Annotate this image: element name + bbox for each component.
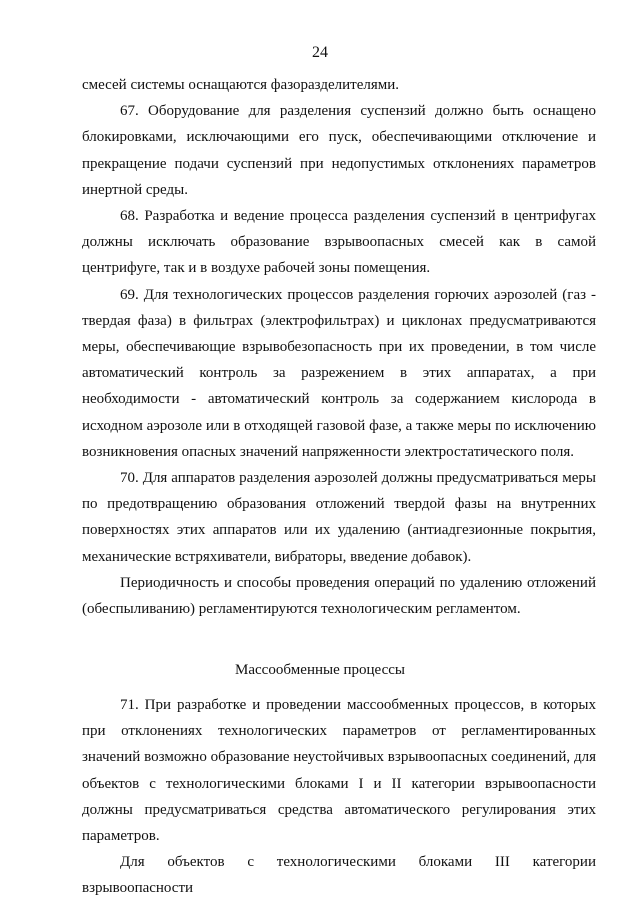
section-heading: Массообменные процессы bbox=[235, 662, 405, 678]
paragraph-69: 69. Для технологических процессов разделения горючих аэрозолей (газ - твердая фаза) в фильтрах (электрофильтрах) и циклонах предусматриваются меры, обеспечивающие взрывобезопасность при их проведении, в том числе автоматический контроль за разрежением в этих аппаратах, а при необходимости - автоматический контроль за содержанием кислорода в исходном аэрозоле или в отходящей газовой фазе, а также меры по исключению возникновения опасных значений напряженности электростатического поля. bbox=[82, 286, 596, 460]
paragraph-71: 71. При разработке и проведении массообменных процессов, в которых при отклонениях технологических параметров от регламентированных значений возможно образование неустойчивых взрывоопасных соединений, для объектов с технологическими блоками I и II категории взрывоопасности должны предусматриваться средства автоматического регулирования этих параметров. bbox=[82, 697, 596, 845]
paragraph-periodicity: Периодичность и способы проведения операций по удалению отложений (обеспыливанию) регламентируются технологическим регламентом. bbox=[82, 574, 596, 618]
paragraph-67: 67. Оборудование для разделения суспензий должно быть оснащено блокировками, исключающими его пуск, обеспечивающими отключение и прекращение подачи суспензий при недопустимых отклонениях параметров инертной среды. bbox=[82, 103, 596, 198]
paragraph-70: 70. Для аппаратов разделения аэрозолей должны предусматриваться меры по предотвращению образования отложений твердой фазы на внутренних поверхностях этих аппаратов или их удалению (антиадгезионные покрытия, механические встряхиватели, вибраторы, введение добавок). bbox=[82, 470, 596, 565]
text-block-mass-exchange bbox=[82, 692, 596, 902]
paragraph-68: 68. Разработка и ведение процесса разделения суспензий в центрифугах должны исключать образование взрывоопасных смесей как в самой центрифуге, так и в воздухе рабочей зоны помещения. bbox=[82, 208, 596, 277]
paragraph-continuation: смесей системы оснащаются фазоразделителями. bbox=[82, 77, 400, 93]
text-block-main bbox=[82, 72, 596, 622]
paragraph-category-three: Для объектов с технологическими блоками III категории взрывоопасности bbox=[82, 854, 596, 897]
page-number: 24 bbox=[312, 44, 328, 61]
